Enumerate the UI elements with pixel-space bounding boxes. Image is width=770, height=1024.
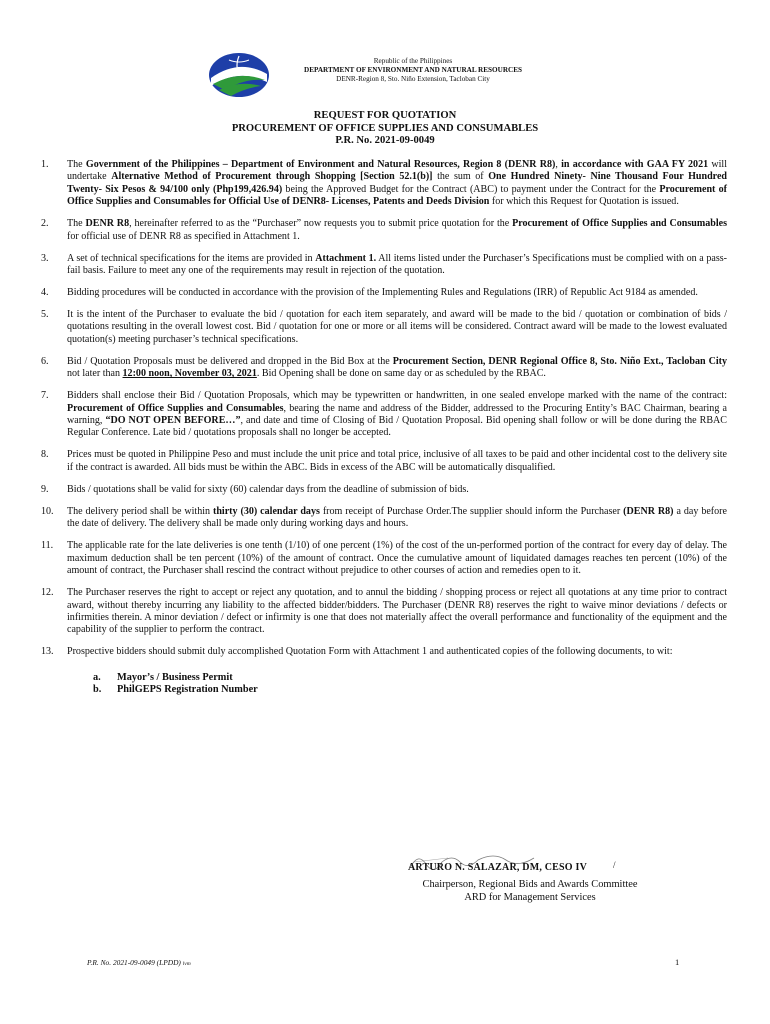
term-text-run: The applicable rate for the late deliveries is one tenth (1/10) of one percent (1%) of the cost of the un-performed portion of the contract for every day of delay. The maximum deduction shall be ten percent (10%) of the amount of contract. Once the cumulative amount of liquidated damages reaches ten percent (10%) of the amount of contract, the Purchaser shall rescind the contract without prejudice to other courses of action and remedies open to it. <box>67 540 727 577</box>
term-item <box>41 287 727 299</box>
term-number: 9. <box>41 483 49 495</box>
term-text <box>67 540 727 577</box>
term-text-run: the sum of <box>432 171 489 183</box>
document-title <box>0 110 770 148</box>
signatory-role-line-1: Chairperson, Regional Bids and Awards Committee <box>422 879 638 890</box>
document-label: Mayor’s / Business Permit <box>117 671 233 683</box>
footer-reference <box>87 958 191 967</box>
term-number: 8. <box>41 449 49 461</box>
term-text-run: Bidding procedures will be conducted in accordance with the provision of the Implementing Rules and Regulations (IRR) of Republic Act 9184 as amended. <box>67 287 698 299</box>
term-text-run: for official use of DENR R8 as specified in Attachment 1. <box>67 230 300 242</box>
term-number: 10. <box>41 505 54 517</box>
term-item <box>41 449 727 474</box>
letterhead <box>278 57 548 84</box>
term-text-run: The <box>67 218 86 230</box>
term-text-run: DENR R8 <box>85 218 130 230</box>
term-text-run: , <box>555 159 562 170</box>
required-document <box>93 672 727 685</box>
term-number: 13. <box>41 646 54 658</box>
denr-logo <box>205 48 273 100</box>
term-number: 5. <box>41 309 49 321</box>
term-number: 2. <box>41 218 49 230</box>
term-text-run: . Bid Opening shall be done on same day or as scheduled by the RBAC. <box>256 368 546 380</box>
footer-ref: P.R. No. 2021-09-0049 (LPDD) <box>87 958 181 967</box>
title-line-2: PROCUREMENT OF OFFICE SUPPLIES AND CONSUMABLES <box>231 122 539 134</box>
term-text-run: will undertake <box>67 159 727 183</box>
term-text-run: A set of technical specifications for the items are provided in <box>67 252 316 264</box>
term-text <box>67 449 727 474</box>
term-text-run: for which this Request for Quotation is issued. <box>489 196 679 208</box>
term-text-run: (DENR R8) <box>623 505 674 517</box>
term-number: 4. <box>41 287 49 299</box>
term-item <box>41 309 727 346</box>
required-document <box>93 684 727 697</box>
term-text-run: Prices must be quoted in Philippine Peso and must include the unit price and total price, inclusive of all taxes to be paid and other incidental cost to the delivery site if the contract is awarded. All bids must be within the ABC. Bids in excess of the ABC will be automatically disqualified. <box>67 449 727 473</box>
term-text-run: Procurement of Office Supplies and Consumables <box>67 402 284 414</box>
term-text-run: , and date and time of Closing of Bid / Quotation Proposal. Bid opening shall follow or will be done during the RBAC Regular Conference. Late bid / quotations proposals shall no longer be accepted. <box>67 415 727 439</box>
term-text <box>67 506 727 531</box>
page-number: 1 <box>675 957 680 967</box>
term-item <box>41 390 727 440</box>
terms-list <box>41 159 727 707</box>
term-text-run: Bids / quotations shall be valid for sixty (60) calendar days from the deadline of submission of bids. <box>67 483 469 495</box>
term-text-run: from receipt of Purchase Order.The supplier should inform the Purchaser <box>319 505 624 517</box>
term-item <box>41 587 727 637</box>
term-text-run: a day before the date of delivery. The delivery shall be made only during working days and hours. <box>67 505 727 530</box>
department-line: DEPARTMENT OF ENVIRONMENT AND NATURAL RESOURCES <box>304 66 522 74</box>
term-text <box>67 356 727 381</box>
term-text <box>67 646 727 697</box>
signatory-role-line-2: ARD for Management Services <box>464 892 596 903</box>
document-letter: b. <box>93 684 102 696</box>
term-item <box>41 540 727 577</box>
term-text-run: One Hundred Ninety- Nine Thousand Four Hundred Twenty- Six Pesos & 94/100 only (Php199,426.94) <box>67 171 728 195</box>
term-text-run: , bearing the name and address of the Bidder, addressed to the Procuring Entity’s BAC Chairman, bearing a warning, <box>67 402 727 427</box>
term-number: 3. <box>41 252 49 264</box>
document-letter: a. <box>93 671 101 683</box>
term-item <box>41 218 727 243</box>
term-number: 1. <box>41 159 49 170</box>
term-text-run: Bid / Quotation Proposals must be delivered and dropped in the Bid Box at the <box>67 355 393 367</box>
term-number: 6. <box>41 355 49 367</box>
term-text-run: being the Approved Budget for the Contract (ABC) to payment under the Contract for the <box>282 183 660 195</box>
footer-initials: lvm <box>182 961 191 967</box>
term-text-run: Attachment 1. <box>315 252 377 264</box>
term-item <box>41 356 727 381</box>
term-text-run: in accordance with GAA FY 2021 <box>561 159 709 170</box>
term-text <box>67 309 727 346</box>
term-text <box>67 218 727 243</box>
term-number: 7. <box>41 390 49 402</box>
term-text-run: The Purchaser reserves the right to accept or reject any quotation, and to annul the bidding / shopping process or reject all quotations at any time prior to contract award, without thereby incurring any liability to the affected bidder/bidders. The Purchaser (DENR R8) reserves the right to waive minor deviations / defects or infirmities therein. A minor deviation / defect or infirmity is one that does not materially affect the overall performance and functionality of the equipment and the capability of the supplier to perform the contract. <box>67 587 727 636</box>
term-text-run: 12:00 noon, November 03, 2021 <box>122 368 257 380</box>
term-text-run: Procurement Section, DENR Regional Office 8, Sto. Niño Ext., Tacloban City <box>392 355 727 367</box>
term-text-run: , hereinafter referred to as the “Purchaser” now requests you to submit price quotation for the <box>129 218 513 230</box>
signatory-name: ARTURO N. SALAZAR, DM, CESO IV <box>408 862 587 873</box>
term-text <box>67 287 727 299</box>
term-text <box>67 587 727 637</box>
term-text-run: Procurement of Office Supplies and Consumables <box>512 218 727 230</box>
term-item <box>41 484 727 496</box>
term-item <box>41 646 727 697</box>
term-text-run: thirty (30) calendar days <box>213 505 320 517</box>
title-line-1: REQUEST FOR QUOTATION <box>313 110 457 121</box>
term-text-run: “DO NOT OPEN BEFORE…” <box>105 415 241 427</box>
signature-mark: / <box>613 860 616 870</box>
signatory-role <box>380 878 680 904</box>
document-label: PhilGEPS Registration Number <box>117 684 258 696</box>
term-text-run: Prospective bidders should submit duly accomplished Quotation Form with Attachment 1 and authenticated copies of the following documents, to wit: <box>67 646 673 658</box>
term-text-run: The delivery period shall be within <box>67 505 213 517</box>
term-text-run: All items listed under the Purchaser’s Specifications must be complied with on a pass-fail basis. Failure to meet any one of the requirements may result in rejection of the quotation. <box>67 252 727 277</box>
term-text-run: Alternative Method of Procurement through Shopping [Section 52.1(b)] <box>111 171 433 183</box>
term-item <box>41 253 727 278</box>
term-item <box>41 506 727 531</box>
term-item <box>41 159 727 209</box>
term-text <box>67 159 727 209</box>
address-line: DENR-Region 8, Sto. Niño Extension, Tacloban City <box>336 75 490 83</box>
term-text-run: The <box>67 159 86 170</box>
term-text-run: not later than <box>67 368 123 380</box>
term-number: 12. <box>41 587 54 599</box>
republic-line: Republic of the Philippines <box>373 57 453 65</box>
term-text <box>67 390 727 440</box>
term-text <box>67 253 727 278</box>
term-text-run: It is the intent of the Purchaser to evaluate the bid / quotation for each item separately, and award will be made to the bid / quotation or combination of bids / quotations resulting in the overall lowest cost. Bid / quotation for one or more or all items will be considered. Contract award will be made to the lowest evaluated quotation(s) meeting purchaser’s technical specifications. <box>67 309 727 345</box>
required-documents-list <box>93 672 727 697</box>
term-text-run: Bidders shall enclose their Bid / Quotation Proposals, which may be typewritten or handwritten, in one sealed envelope marked with the name of the contract: <box>67 390 727 402</box>
term-text-run: Procurement of Office Supplies and Consumables for Official Use of DENR8- Licenses, Patents and Deeds Division <box>67 183 727 208</box>
term-text <box>67 484 727 496</box>
title-line-3: P.R. No. 2021-09-0049 <box>335 135 435 147</box>
term-number: 11. <box>41 540 54 552</box>
term-text-run: Government of the Philippines – Department of Environment and Natural Resources, Region 8 (DENR R8) <box>85 159 556 170</box>
